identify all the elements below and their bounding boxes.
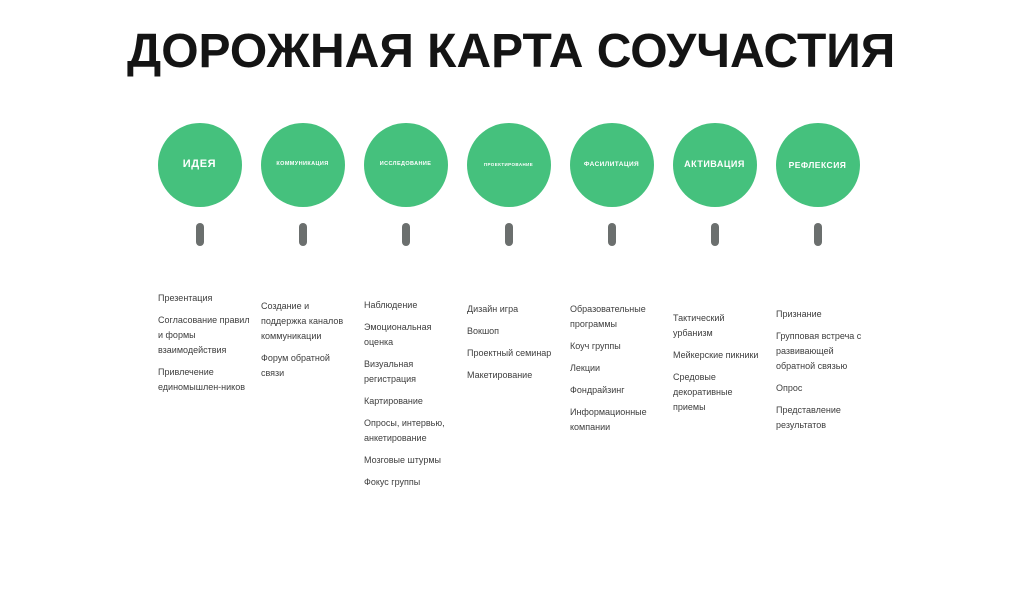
- connector-pill: [711, 223, 719, 246]
- list-item: Визуальная регистрация: [364, 358, 417, 384]
- stage-circle: [467, 123, 551, 207]
- list-item: Форум обратной связи: [261, 352, 330, 378]
- stage-label: ФАСИЛИТАЦИЯ: [583, 160, 640, 168]
- list-item: Лекции: [570, 362, 601, 373]
- stage-label: ПРОЕКТИРОВАНИЕ: [483, 161, 534, 167]
- roadmap-slide: [0, 26, 1024, 599]
- list-item: Вокшоп: [467, 325, 500, 336]
- list-item: Опрос: [776, 382, 803, 393]
- list-item: Картирование: [364, 395, 423, 406]
- stage-items-list: [148, 291, 251, 402]
- stage-column-activation: [663, 123, 766, 497]
- list-item: Фондрайзинг: [570, 384, 625, 395]
- stage-column-facilitation: [560, 123, 663, 497]
- stage-circle: [364, 123, 448, 207]
- connector-pill: [299, 223, 307, 246]
- connector-pill: [814, 223, 822, 246]
- stage-label: КОММУНИКАЦИЯ: [276, 161, 329, 168]
- connector-pill: [402, 223, 410, 246]
- list-item: Макетирование: [467, 369, 533, 380]
- stage-items-list: [251, 299, 354, 388]
- stage-items-list: [766, 307, 869, 440]
- connector-pill: [196, 223, 204, 246]
- stage-circle: [158, 123, 242, 207]
- list-item: Согласование правил и формы взаимодействия: [158, 314, 250, 355]
- list-item: Средовые декоративные приемы: [673, 371, 733, 412]
- stage-circle: [570, 123, 654, 207]
- stage-circle: [673, 123, 757, 207]
- stage-label: ИССЛЕДОВАНИЕ: [379, 161, 432, 168]
- page-title: ДОРОЖНАЯ КАРТА СОУЧАСТИЯ: [127, 25, 896, 78]
- list-item: Проектный семинар: [467, 347, 552, 358]
- list-item: Информационные компании: [570, 406, 647, 432]
- stage-circle: [261, 123, 345, 207]
- list-item: Привлечение единомышлен-ников: [158, 366, 245, 392]
- list-item: Наблюдение: [364, 299, 418, 310]
- list-item: Коуч группы: [570, 340, 621, 351]
- stage-items-list: [560, 302, 663, 442]
- list-item: Мозговые штурмы: [364, 454, 441, 465]
- list-item: Тактический урбанизм: [673, 312, 725, 338]
- stage-label: РЕФЛЕКСИЯ: [788, 159, 847, 170]
- list-item: Групповая встреча с развивающей обратной связью: [776, 330, 862, 371]
- stage-column-research: [354, 123, 457, 497]
- list-item: Признание: [776, 308, 822, 319]
- stage-circle: [776, 123, 860, 207]
- list-item: Создание и поддержка каналов коммуникации: [261, 300, 344, 341]
- stage-items-list: [457, 302, 560, 390]
- list-item: Презентация: [158, 292, 213, 303]
- list-item: Мейкерские пикники: [673, 349, 759, 360]
- list-item: Фокус группы: [364, 476, 421, 487]
- list-item: Дизайн игра: [467, 303, 519, 314]
- list-item: Эмоциональная оценка: [364, 321, 432, 347]
- stage-column-idea: [148, 123, 251, 497]
- stage-column-reflection: [766, 123, 869, 497]
- stage-column-communication: [251, 123, 354, 497]
- stage-items-list: [354, 298, 457, 497]
- stage-items-list: [663, 311, 766, 422]
- connector-pill: [608, 223, 616, 246]
- stages-row: [148, 123, 1024, 497]
- stage-label: АКТИВАЦИЯ: [684, 159, 745, 170]
- list-item: Представление результатов: [776, 404, 841, 430]
- connector-pill: [505, 223, 513, 246]
- list-item: Образовательные программы: [570, 303, 646, 329]
- stage-column-design: [457, 123, 560, 497]
- list-item: Опросы, интервью, анкетирование: [364, 417, 445, 443]
- stage-label: ИДЕЯ: [182, 158, 217, 171]
